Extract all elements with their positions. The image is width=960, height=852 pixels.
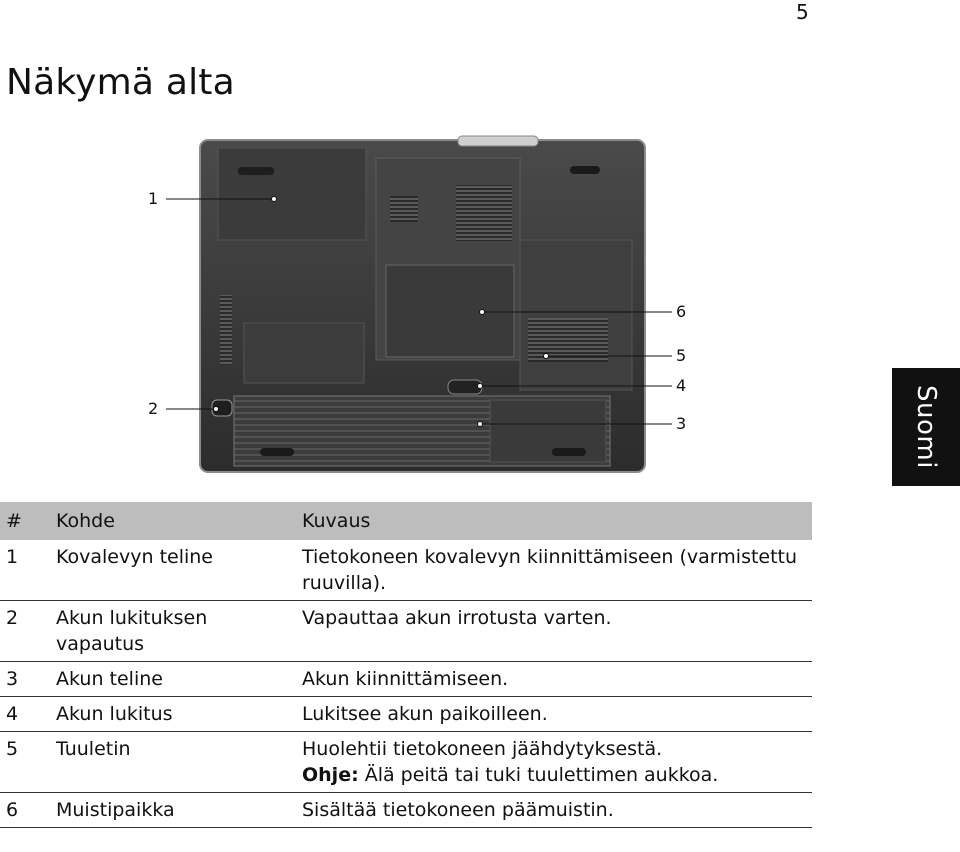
parts-table — [0, 502, 812, 828]
table-row — [0, 793, 812, 828]
row-note — [302, 762, 804, 788]
hdd-bay — [218, 148, 366, 240]
page-title: Näkymä alta — [6, 62, 235, 103]
row-item: Tuuletin — [50, 732, 296, 793]
row-description: Vapauttaa akun irrotusta varten. — [296, 601, 812, 662]
table-header-row — [0, 502, 812, 540]
row-description-cell — [296, 732, 812, 793]
callout-1: 1 — [148, 189, 159, 208]
row-num: 2 — [0, 601, 50, 662]
page-number: 5 — [796, 0, 809, 24]
foot — [552, 448, 586, 456]
table-row — [0, 540, 812, 601]
foot — [570, 166, 600, 174]
callout-6: 6 — [676, 302, 687, 321]
fan-cover — [520, 240, 632, 390]
row-item: Akun teline — [50, 662, 296, 697]
foot — [260, 448, 294, 456]
note-text: Älä peitä tai tuki tuulettimen aukkoa. — [358, 764, 719, 786]
row-num: 4 — [0, 697, 50, 732]
row-description: Sisältää tietokoneen päämuistin. — [296, 793, 812, 828]
row-num: 3 — [0, 662, 50, 697]
callout-4: 4 — [676, 376, 687, 395]
laptop-bottom-figure — [140, 130, 700, 475]
row-num: 5 — [0, 732, 50, 793]
row-item: Akun lukitus — [50, 697, 296, 732]
hinge-cap — [458, 136, 538, 146]
row-description: Akun kiinnittämiseen. — [296, 662, 812, 697]
language-tab — [892, 368, 960, 486]
battery-lock — [448, 380, 482, 394]
header-description: Kuvaus — [296, 502, 812, 540]
language-tab-label: Suomi — [911, 385, 942, 469]
side-hatch — [244, 323, 364, 383]
row-description: Tietokoneen kovalevyn kiinnittämiseen (varmistettu ruuvilla). — [296, 540, 812, 601]
vent-grille-b — [456, 185, 512, 241]
table-row — [0, 662, 812, 697]
callout-3: 3 — [676, 414, 687, 433]
callout-2: 2 — [148, 399, 159, 418]
row-item: Muistipaikka — [50, 793, 296, 828]
table-row — [0, 697, 812, 732]
row-item: Akun lukituksen vapautus — [50, 601, 296, 662]
row-num: 1 — [0, 540, 50, 601]
table-row — [0, 732, 812, 793]
memory-panel — [386, 265, 514, 357]
laptop-bottom-illustration — [140, 130, 700, 475]
callout-5: 5 — [676, 346, 687, 365]
fan-vent — [528, 318, 608, 362]
row-num: 6 — [0, 793, 50, 828]
hdd-slot — [238, 167, 274, 175]
row-description: Huolehtii tietokoneen jäähdytyksestä. — [302, 738, 663, 760]
note-label: Ohje: — [302, 764, 359, 786]
table-row — [0, 601, 812, 662]
vent-grille-a — [390, 196, 418, 222]
header-item: Kohde — [50, 502, 296, 540]
battery-cell-divider — [490, 400, 606, 462]
header-num: # — [0, 502, 50, 540]
row-description: Lukitsee akun paikoilleen. — [296, 697, 812, 732]
row-item: Kovalevyn teline — [50, 540, 296, 601]
side-vent — [220, 295, 232, 365]
